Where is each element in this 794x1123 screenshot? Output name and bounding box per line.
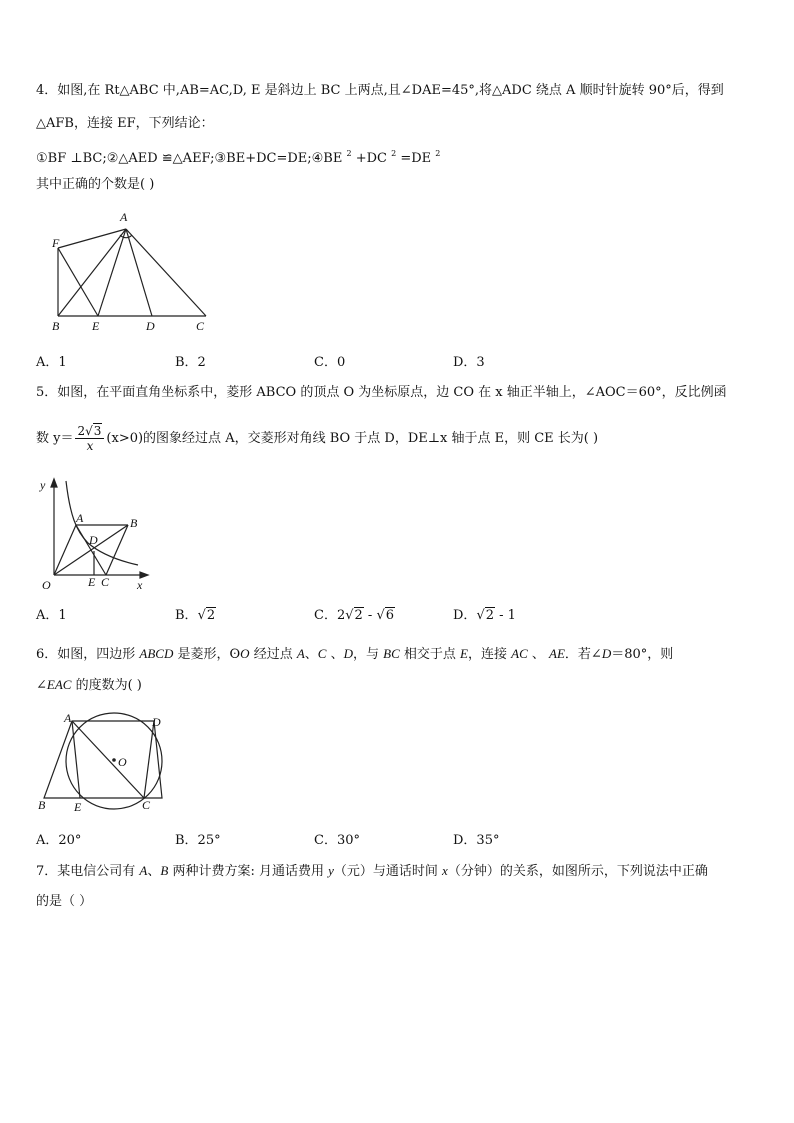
- q6-label-o: O: [118, 755, 127, 769]
- q4-option-a[interactable]: A．1: [36, 355, 67, 370]
- q5-option-a[interactable]: A．1: [36, 608, 67, 623]
- q5-label-a: A: [76, 511, 84, 525]
- q4-conclusions: ①BF ⊥BC;②△AED ≌△AEF;③BE+DC=DE;④BE $^2$ +DC $^2$ =DE $^2$: [36, 149, 441, 166]
- q5-figure: [36, 475, 156, 595]
- q6-stem-line2: ∠EAC 的度数为( ): [36, 677, 142, 693]
- q5-label-o: O: [42, 578, 51, 592]
- q5-fraction: $\frac{2√3}{x}$: [75, 424, 104, 453]
- q5-label-d: D: [89, 533, 98, 547]
- q6-option-c[interactable]: C．30°: [314, 833, 360, 848]
- q6-stem-line1: 6．如图，四边形 ABCD 是菱形，ʘO 经过点 A、C 、D，与 BC 相交于点 E，连接 AC 、 AE．若∠D＝80°，则: [36, 646, 674, 662]
- q6-label-e: E: [74, 800, 82, 814]
- q5-label-x: x: [137, 578, 143, 592]
- q5-option-c[interactable]: C．2√2 - √6: [314, 608, 395, 623]
- q4-label-f: F: [52, 236, 60, 250]
- q5-stem-line1: 5．如图，在平面直角坐标系中，菱形 ABCO 的顶点 O 为坐标原点，边 CO 在 x 轴正半轴上，∠AOC＝60°，反比例函: [36, 385, 727, 400]
- q4-option-c[interactable]: C．0: [314, 355, 346, 370]
- q6-label-a: A: [64, 711, 72, 725]
- q4-label-c: C: [196, 319, 205, 333]
- q4-stem-line1: 4．如图,在 Rt△ABC 中,AB=AC,D, E 是斜边上 BC 上两点,且∠DAE=45°,将△ADC 绕点 A 顺时针旋转 90°后，得到: [36, 83, 724, 98]
- q5-label-y: y: [40, 478, 46, 492]
- q5-label-c: C: [101, 575, 110, 589]
- q6-option-a[interactable]: A．20°: [36, 833, 82, 848]
- q6-option-b[interactable]: B．25°: [175, 833, 221, 848]
- q4-label-e: E: [92, 319, 100, 333]
- q5-option-d[interactable]: D．√2 - 1: [453, 608, 516, 623]
- q6-option-d[interactable]: D．35°: [453, 833, 500, 848]
- q5-label-e: E: [88, 575, 96, 589]
- q4-option-d[interactable]: D．3: [453, 355, 485, 370]
- q6-label-d: D: [152, 715, 161, 729]
- q4-label-a: A: [120, 210, 128, 224]
- q6-figure: [34, 708, 174, 816]
- q4-stem-line2: △AFB，连接 EF，下列结论：: [36, 116, 214, 131]
- q5-option-b[interactable]: B．√2: [175, 608, 216, 623]
- q7-stem-line1: 7．某电信公司有 A、B 两种计费方案: 月通话费用 y（元）与通话时间 x（分钟）的关系，如图所示，下列说法中正确: [36, 863, 708, 879]
- q6-label-b: B: [38, 798, 46, 812]
- q5-stem-line2: 数 y＝ $\frac{2√3}{x}$ (x>0)的图象经过点 A，交菱形对角线 BO 于点 D，DE⊥x 轴于点 E，则 CE 长为( ): [36, 424, 599, 453]
- q5-label-b: B: [130, 516, 138, 530]
- q6-label-c: C: [142, 798, 151, 812]
- q4-label-d: D: [146, 319, 155, 333]
- q4-figure: [40, 205, 220, 335]
- q4-label-b: B: [52, 319, 60, 333]
- q7-stem-line2: 的是（ ）: [36, 894, 93, 909]
- q4-option-b[interactable]: B．2: [175, 355, 206, 370]
- q4-question: 其中正确的个数是( ): [36, 177, 155, 192]
